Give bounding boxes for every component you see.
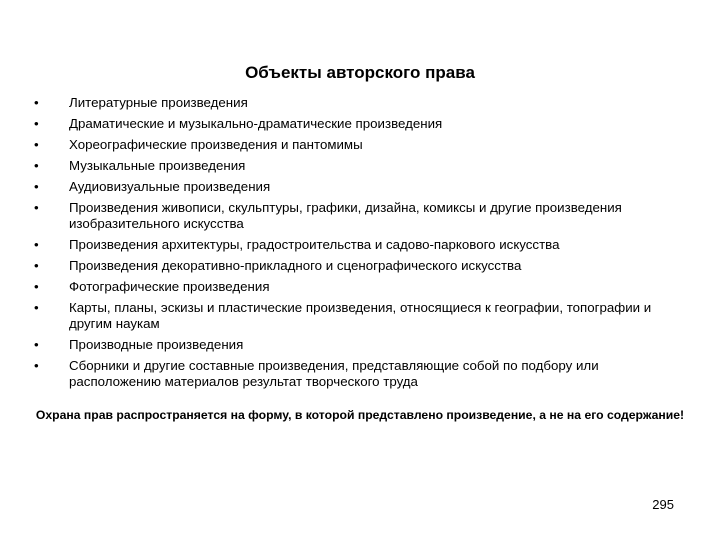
list-item <box>32 258 687 274</box>
bullet-icon: • <box>34 337 39 352</box>
bullet-icon: • <box>34 279 39 294</box>
page-number: 295 <box>652 497 674 512</box>
list-item <box>32 179 687 195</box>
list-item <box>32 95 687 111</box>
bullet-icon: • <box>34 237 39 252</box>
list-item <box>32 158 687 174</box>
bullet-icon: • <box>34 358 39 373</box>
list-item-text: Карты, планы, эскизы и пластические произведения, относящиеся к географии, топографии и другим наукам <box>69 300 652 331</box>
list-item <box>32 137 687 153</box>
list-item-text: Произведения живописи, скульптуры, графики, дизайна, комиксы и другие произведения изобразительного искусства <box>69 200 622 231</box>
list-item <box>32 200 687 232</box>
list-item <box>32 358 687 390</box>
list-item-text: Производные произведения <box>69 337 244 352</box>
copyright-note: Охрана прав распространяется на форму, в которой представлено произведение, а не на его содержание! <box>35 408 685 422</box>
bullet-icon: • <box>34 200 39 215</box>
list-item-text: Аудиовизуальные произведения <box>69 179 271 194</box>
bullet-list <box>32 95 687 395</box>
list-item-text: Произведения декоративно-прикладного и сценографического искусства <box>69 258 522 273</box>
bullet-icon: • <box>34 258 39 273</box>
bullet-icon: • <box>34 95 39 110</box>
list-item-text: Литературные произведения <box>69 95 248 110</box>
bullet-icon: • <box>34 137 39 152</box>
list-item <box>32 300 687 332</box>
list-item <box>32 279 687 295</box>
bullet-icon: • <box>34 179 39 194</box>
list-item-text: Хореографические произведения и пантомимы <box>69 137 363 152</box>
bullet-icon: • <box>34 158 39 173</box>
list-item-text: Фотографические произведения <box>69 279 270 294</box>
list-item <box>32 237 687 253</box>
list-item <box>32 337 687 353</box>
list-item-text: Драматические и музыкально-драматические произведения <box>69 116 443 131</box>
bullet-icon: • <box>34 116 39 131</box>
list-item <box>32 116 687 132</box>
list-item-text: Произведения архитектуры, градостроительства и садово-паркового искусства <box>69 237 560 252</box>
bullet-icon: • <box>34 300 39 315</box>
list-item-text: Сборники и другие составные произведения, представляющие собой по подбору или расположению материалов результат творческого труда <box>69 358 599 389</box>
list-item-text: Музыкальные произведения <box>69 158 246 173</box>
slide-title: Объекты авторского права <box>245 63 475 82</box>
